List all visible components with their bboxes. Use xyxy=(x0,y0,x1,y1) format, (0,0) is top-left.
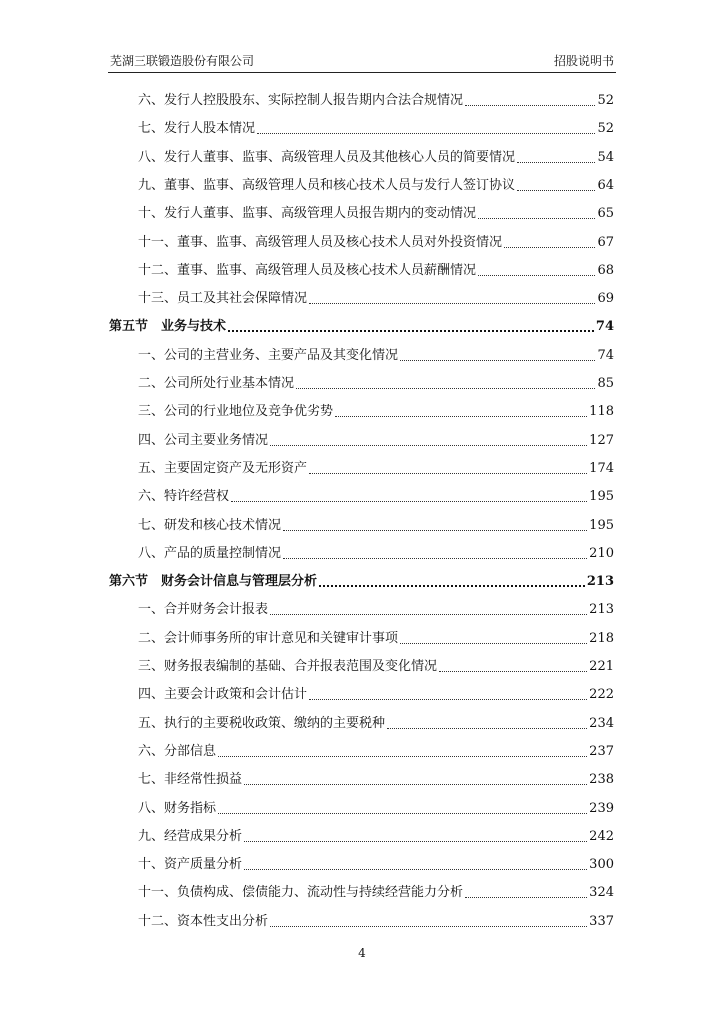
dot-leader xyxy=(270,614,587,615)
dot-leader xyxy=(478,275,595,276)
toc-entry-title: 第六节 财务会计信息与管理层分析 xyxy=(109,574,318,590)
dot-leader xyxy=(244,869,587,870)
toc-entry-title: 十二、资本性支出分析 xyxy=(138,913,269,929)
dot-leader xyxy=(309,699,587,700)
toc-entry-title: 八、产品的质量控制情况 xyxy=(138,545,282,561)
toc-entry[interactable] xyxy=(138,628,614,648)
toc-entry-page-number: 324 xyxy=(589,885,614,901)
toc-entry[interactable] xyxy=(138,684,614,704)
dot-leader xyxy=(400,643,587,644)
toc-entry[interactable] xyxy=(138,826,614,846)
toc-entry-page-number: 74 xyxy=(597,347,614,363)
toc-entry[interactable] xyxy=(138,175,614,195)
toc-entry-page-number: 237 xyxy=(589,743,614,759)
toc-entry-title: 九、董事、监事、高级管理人员和核心技术人员与发行人签订协议 xyxy=(138,177,516,193)
toc-entry-page-number: 337 xyxy=(589,913,614,929)
dot-leader xyxy=(478,218,595,219)
toc-entry-title: 七、非经常性损益 xyxy=(138,772,243,788)
dot-leader xyxy=(244,841,587,842)
toc-entry-page-number: 221 xyxy=(589,659,614,674)
toc-section-entry[interactable] xyxy=(109,571,614,591)
toc-entry[interactable] xyxy=(138,486,614,506)
dot-leader xyxy=(309,473,587,474)
toc-entry-page-number: 64 xyxy=(597,177,614,193)
toc-entry[interactable] xyxy=(138,203,614,223)
toc-entry-title: 四、主要会计政策和会计估计 xyxy=(138,687,308,703)
toc-entry-page-number: 118 xyxy=(589,404,614,420)
toc-entry[interactable] xyxy=(138,515,614,535)
toc-entry[interactable] xyxy=(138,741,614,761)
toc-entry[interactable] xyxy=(138,769,614,789)
toc-entry[interactable] xyxy=(138,345,614,365)
toc-entry-title: 三、财务报表编制的基础、合并报表范围及变化情况 xyxy=(138,659,438,674)
dot-leader xyxy=(231,501,587,502)
toc-entry-title: 十、发行人董事、监事、高级管理人员报告期内的变动情况 xyxy=(138,206,477,222)
toc-entry-title: 七、研发和核心技术情况 xyxy=(138,517,282,533)
dot-leader xyxy=(283,558,587,559)
toc-entry[interactable] xyxy=(138,713,614,733)
toc-entry-title: 八、发行人董事、监事、高级管理人员及其他核心人员的简要情况 xyxy=(138,149,516,165)
dot-leader xyxy=(270,926,587,927)
toc-entry[interactable] xyxy=(138,599,614,619)
toc-entry[interactable] xyxy=(138,430,614,450)
dot-leader xyxy=(517,162,595,163)
dot-leader xyxy=(218,756,587,757)
header-document-type: 招股说明书 xyxy=(553,54,614,68)
toc-entry-title: 六、发行人控股股东、实际控制人报告期内合法合规情况 xyxy=(138,93,464,108)
toc-entry-title: 四、公司主要业务情况 xyxy=(138,432,269,448)
toc-entry-page-number: 68 xyxy=(597,262,614,278)
toc-entry-page-number: 300 xyxy=(589,857,614,873)
toc-entry-title: 十一、负债构成、偿债能力、流动性与持续经营能力分析 xyxy=(138,885,464,901)
toc-entry[interactable] xyxy=(138,543,614,563)
dot-leader xyxy=(335,416,587,417)
header-company-name: 芜湖三联锻造股份有限公司 xyxy=(110,54,255,68)
toc-entry-title: 一、公司的主营业务、主要产品及其变化情况 xyxy=(138,347,399,363)
toc-entry-page-number: 127 xyxy=(589,432,614,448)
toc-entry-page-number: 67 xyxy=(597,234,614,250)
dot-leader xyxy=(296,388,595,389)
toc-entry-title: 一、合并财务会计报表 xyxy=(138,602,269,618)
toc-entry-page-number: 52 xyxy=(597,93,614,108)
toc-entry[interactable] xyxy=(138,854,614,874)
dot-leader xyxy=(465,897,587,898)
toc-entry-title: 二、会计师事务所的审计意见和关键审计事项 xyxy=(138,630,399,646)
toc-entry-title: 二、公司所处行业基本情况 xyxy=(138,376,295,391)
toc-entry-page-number: 174 xyxy=(589,460,614,476)
toc-entry-title: 六、特许经营权 xyxy=(138,489,230,505)
dot-leader xyxy=(244,784,587,785)
dot-leader xyxy=(387,728,587,729)
toc-entry-page-number: 213 xyxy=(586,574,614,590)
toc-entry[interactable] xyxy=(138,458,614,478)
toc-entry[interactable] xyxy=(138,798,614,818)
toc-entry-page-number: 69 xyxy=(597,291,614,307)
toc-entry-title: 第五节 业务与技术 xyxy=(109,319,227,335)
dot-leader xyxy=(465,105,595,106)
toc-entry-page-number: 234 xyxy=(589,715,614,731)
toc-entry-title: 六、分部信息 xyxy=(138,743,217,759)
toc-entry-title: 五、主要固定资产及无形资产 xyxy=(138,460,308,476)
toc-entry[interactable] xyxy=(138,911,614,931)
toc-entry-title: 十、资产质量分析 xyxy=(138,857,243,873)
toc-section-entry[interactable] xyxy=(109,316,614,336)
toc-entry-page-number: 65 xyxy=(597,206,614,222)
toc-entry-title: 十二、董事、监事、高级管理人员及核心技术人员薪酬情况 xyxy=(138,262,477,278)
toc-entry-page-number: 242 xyxy=(589,828,614,844)
toc-entry[interactable] xyxy=(138,232,614,252)
toc-entry-page-number: 195 xyxy=(589,489,614,505)
toc-entry-title: 三、公司的行业地位及竞争优劣势 xyxy=(138,404,334,420)
toc-entry-page-number: 195 xyxy=(589,517,614,533)
toc-entry-page-number: 238 xyxy=(589,772,614,788)
dot-leader xyxy=(400,360,595,361)
dot-leader xyxy=(309,303,595,304)
dot-leader xyxy=(319,585,585,587)
toc-entry-title: 十一、董事、监事、高级管理人员及核心技术人员对外投资情况 xyxy=(138,234,503,250)
dot-leader xyxy=(257,133,595,134)
toc-entry[interactable] xyxy=(138,656,614,676)
toc-entry-page-number: 85 xyxy=(597,376,614,391)
dot-leader xyxy=(218,813,587,814)
toc-entry-title: 十三、员工及其社会保障情况 xyxy=(138,291,308,307)
toc-entry[interactable] xyxy=(138,288,614,308)
toc-entry[interactable] xyxy=(138,373,614,393)
toc-entry[interactable] xyxy=(138,147,614,167)
toc-entry[interactable] xyxy=(138,118,614,138)
toc-entry-page-number: 213 xyxy=(589,602,614,618)
toc-entry-page-number: 210 xyxy=(589,545,614,561)
toc-entry-page-number: 54 xyxy=(597,149,614,165)
toc-entry[interactable] xyxy=(138,882,614,902)
toc-entry-title: 九、经营成果分析 xyxy=(138,828,243,844)
toc-entry-page-number: 218 xyxy=(589,630,614,646)
toc-entry-page-number: 52 xyxy=(597,121,614,137)
dot-leader xyxy=(228,330,594,332)
toc-entry-title: 八、财务指标 xyxy=(138,800,217,816)
dot-leader xyxy=(504,247,595,248)
dot-leader xyxy=(283,530,587,531)
toc-entry[interactable] xyxy=(138,401,614,421)
toc-entry[interactable] xyxy=(138,260,614,280)
dot-leader xyxy=(439,671,587,672)
page-number: 4 xyxy=(358,946,366,960)
toc-entry-title: 七、发行人股本情况 xyxy=(138,121,256,137)
toc-entry-page-number: 222 xyxy=(589,687,614,703)
toc-entry[interactable] xyxy=(138,90,614,110)
toc-entry-page-number: 239 xyxy=(589,800,614,816)
dot-leader xyxy=(517,190,595,191)
dot-leader xyxy=(270,445,587,446)
page-header xyxy=(108,52,616,73)
toc-entry-title: 五、执行的主要税收政策、缴纳的主要税种 xyxy=(138,715,386,731)
toc-entry-page-number: 74 xyxy=(595,319,614,335)
